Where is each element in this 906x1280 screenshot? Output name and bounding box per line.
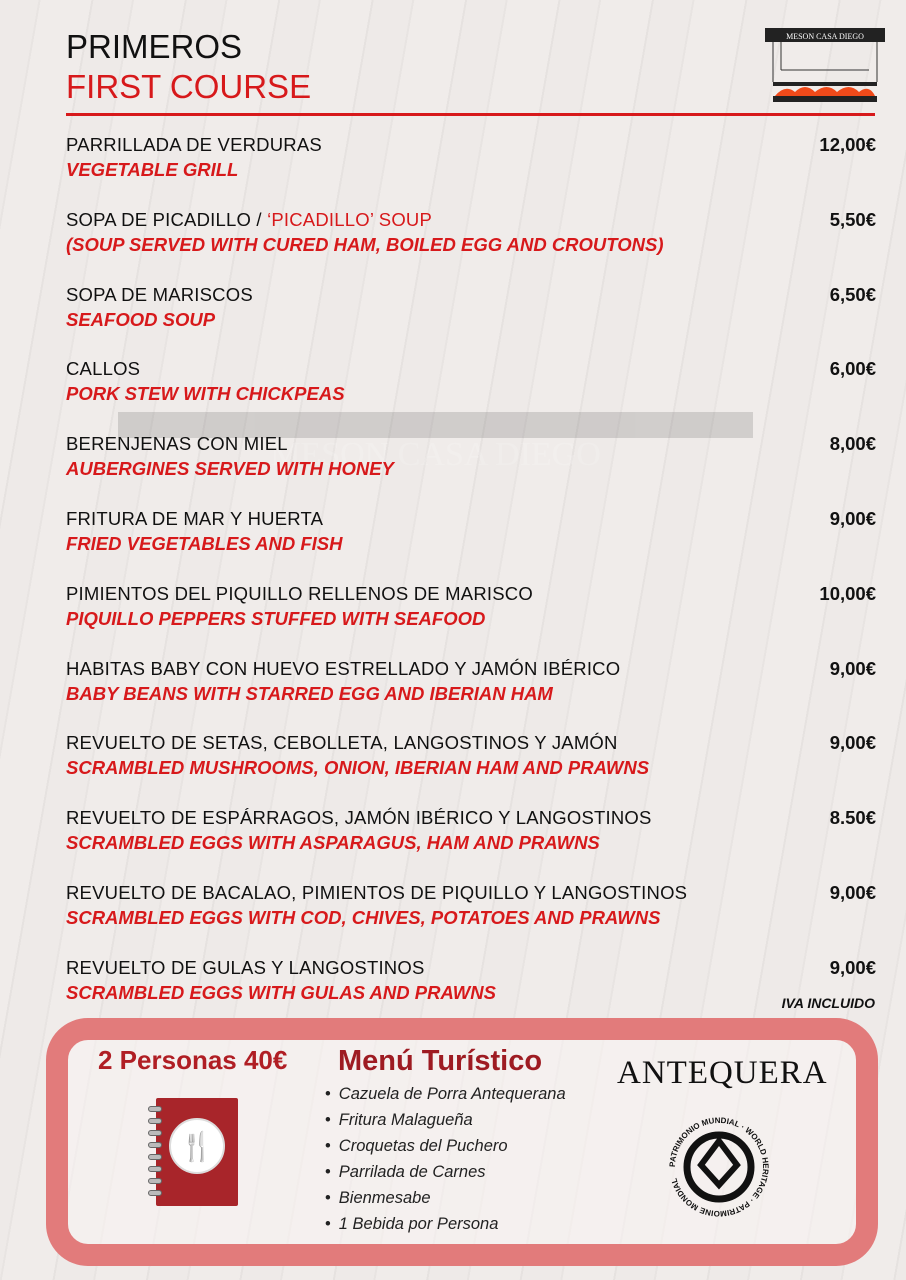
item-name: REVUELTO DE BACALAO, PIMIENTOS DE PIQUILLO Y LANGOSTINOS: [66, 882, 688, 903]
item-price: 6,50€: [829, 283, 876, 305]
item-name: SOPA DE PICADILLO / ‘PICADILLO’ SOUP: [66, 208, 433, 230]
list-item: • Fritura Malagueña: [325, 1108, 566, 1134]
menu-item: [66, 955, 876, 1005]
item-price: 10,00€: [819, 582, 876, 604]
svg-text:PATRIMONIO MUNDIAL · WORLD HER: PATRIMONIO MUNDIAL · WORLD HERITAGE · PATRIMOINE MONDIAL: [667, 1115, 771, 1219]
menu-item: [66, 880, 876, 930]
list-item: • 1 Bebida por Persona: [325, 1212, 566, 1238]
item-price: 9,00€: [829, 882, 876, 903]
item-price: 12,00€: [819, 134, 876, 155]
cutlery-icon: 🍴: [169, 1118, 225, 1174]
menu-item: [66, 207, 876, 257]
item-name: BERENJENAS CON MIEL: [66, 433, 288, 455]
item-description: VEGETABLE GRILL: [66, 159, 239, 180]
title-english: FIRST COURSE: [66, 68, 312, 105]
item-description: SCRAMBLED EGGS WITH GULAS AND PRAWNS: [66, 981, 496, 1003]
item-description: AUBERGINES SERVED WITH HONEY: [66, 458, 394, 480]
item-description: SEAFOOD SOUP: [66, 308, 216, 330]
item-description: SCRAMBLED MUSHROOMS, ONION, IBERIAN HAM AND PRAWNS: [66, 757, 650, 779]
item-price: 9,00€: [829, 732, 876, 754]
list-item: • Parrilada de Carnes: [325, 1160, 566, 1186]
iva-note: IVA INCLUIDO: [781, 995, 875, 1011]
item-name: HABITAS BABY CON HUEVO ESTRELLADO Y JAMÓN IBÉRICO: [66, 657, 621, 679]
antequera-logo: ANTEQUERA: [617, 1055, 828, 1091]
item-price: 6,00€: [829, 358, 876, 380]
item-price: 8,00€: [829, 433, 876, 455]
tourist-menu-price: 2 Personas 40€: [98, 1045, 288, 1075]
restaurant-logo: [765, 26, 885, 104]
item-description: SCRAMBLED EGGS WITH COD, CHIVES, POTATOES AND PRAWNS: [66, 907, 661, 928]
menu-item: [66, 805, 876, 855]
item-name: REVUELTO DE ESPÁRRAGOS, JAMÓN IBÉRICO Y LANGOSTINOS: [66, 807, 652, 829]
item-name: FRITURA DE MAR Y HUERTA: [66, 508, 324, 529]
menu-item: [66, 581, 876, 631]
item-price: 9,00€: [829, 657, 876, 679]
item-description: PIQUILLO PEPPERS STUFFED WITH SEAFOOD: [66, 607, 486, 629]
item-description: (SOUP SERVED WITH CURED HAM, BOILED EGG AND CROUTONS): [66, 233, 664, 255]
menu-item: [66, 431, 876, 481]
item-price: 9,00€: [829, 956, 876, 978]
item-name: REVUELTO DE SETAS, CEBOLLETA, LANGOSTINOS Y JAMÓN: [66, 732, 618, 754]
item-price: 5,50€: [829, 208, 876, 230]
list-item: • Cazuela de Porra Antequerana: [325, 1082, 566, 1108]
menu-item: [66, 656, 876, 706]
divider: [66, 113, 875, 116]
menu-item: [66, 730, 876, 780]
menu-item: [66, 506, 876, 556]
list-item: • Bienmesabe: [325, 1186, 566, 1212]
item-description: SCRAMBLED EGGS WITH ASPARAGUS, HAM AND PRAWNS: [66, 832, 600, 854]
item-name: CALLOS: [66, 358, 141, 380]
watermark-logo: MESON CASA DIEGO: [118, 412, 753, 867]
list-item: • Croquetas del Puchero: [325, 1134, 566, 1160]
tourist-menu-list: [325, 1082, 566, 1238]
menu-item: [66, 356, 876, 406]
item-name: PARRILLADA DE VERDURAS: [66, 134, 322, 155]
tourist-menu-title: Menú Turístico: [338, 1045, 543, 1077]
world-heritage-seal-icon: [667, 1115, 771, 1219]
menu-item: [66, 282, 876, 332]
item-description: FRIED VEGETABLES AND FISH: [66, 533, 343, 554]
item-name: REVUELTO DE GULAS Y LANGOSTINOS: [66, 956, 425, 978]
item-description: PORK STEW WITH CHICKPEAS: [66, 383, 345, 405]
item-name: PIMIENTOS DEL PIQUILLO RELLENOS DE MARISCO: [66, 582, 533, 604]
menu-item: [66, 132, 876, 182]
item-description: BABY BEANS WITH STARRED EGG AND IBERIAN HAM: [66, 682, 553, 704]
menu-book-icon: [156, 1098, 238, 1206]
item-price: 9,00€: [829, 508, 876, 529]
item-price: 8.50€: [829, 807, 876, 829]
svg-text:MESON CASA DIEGO: MESON CASA DIEGO: [786, 32, 864, 41]
item-name: SOPA DE MARISCOS: [66, 283, 253, 305]
title-spanish: PRIMEROS: [66, 28, 243, 65]
